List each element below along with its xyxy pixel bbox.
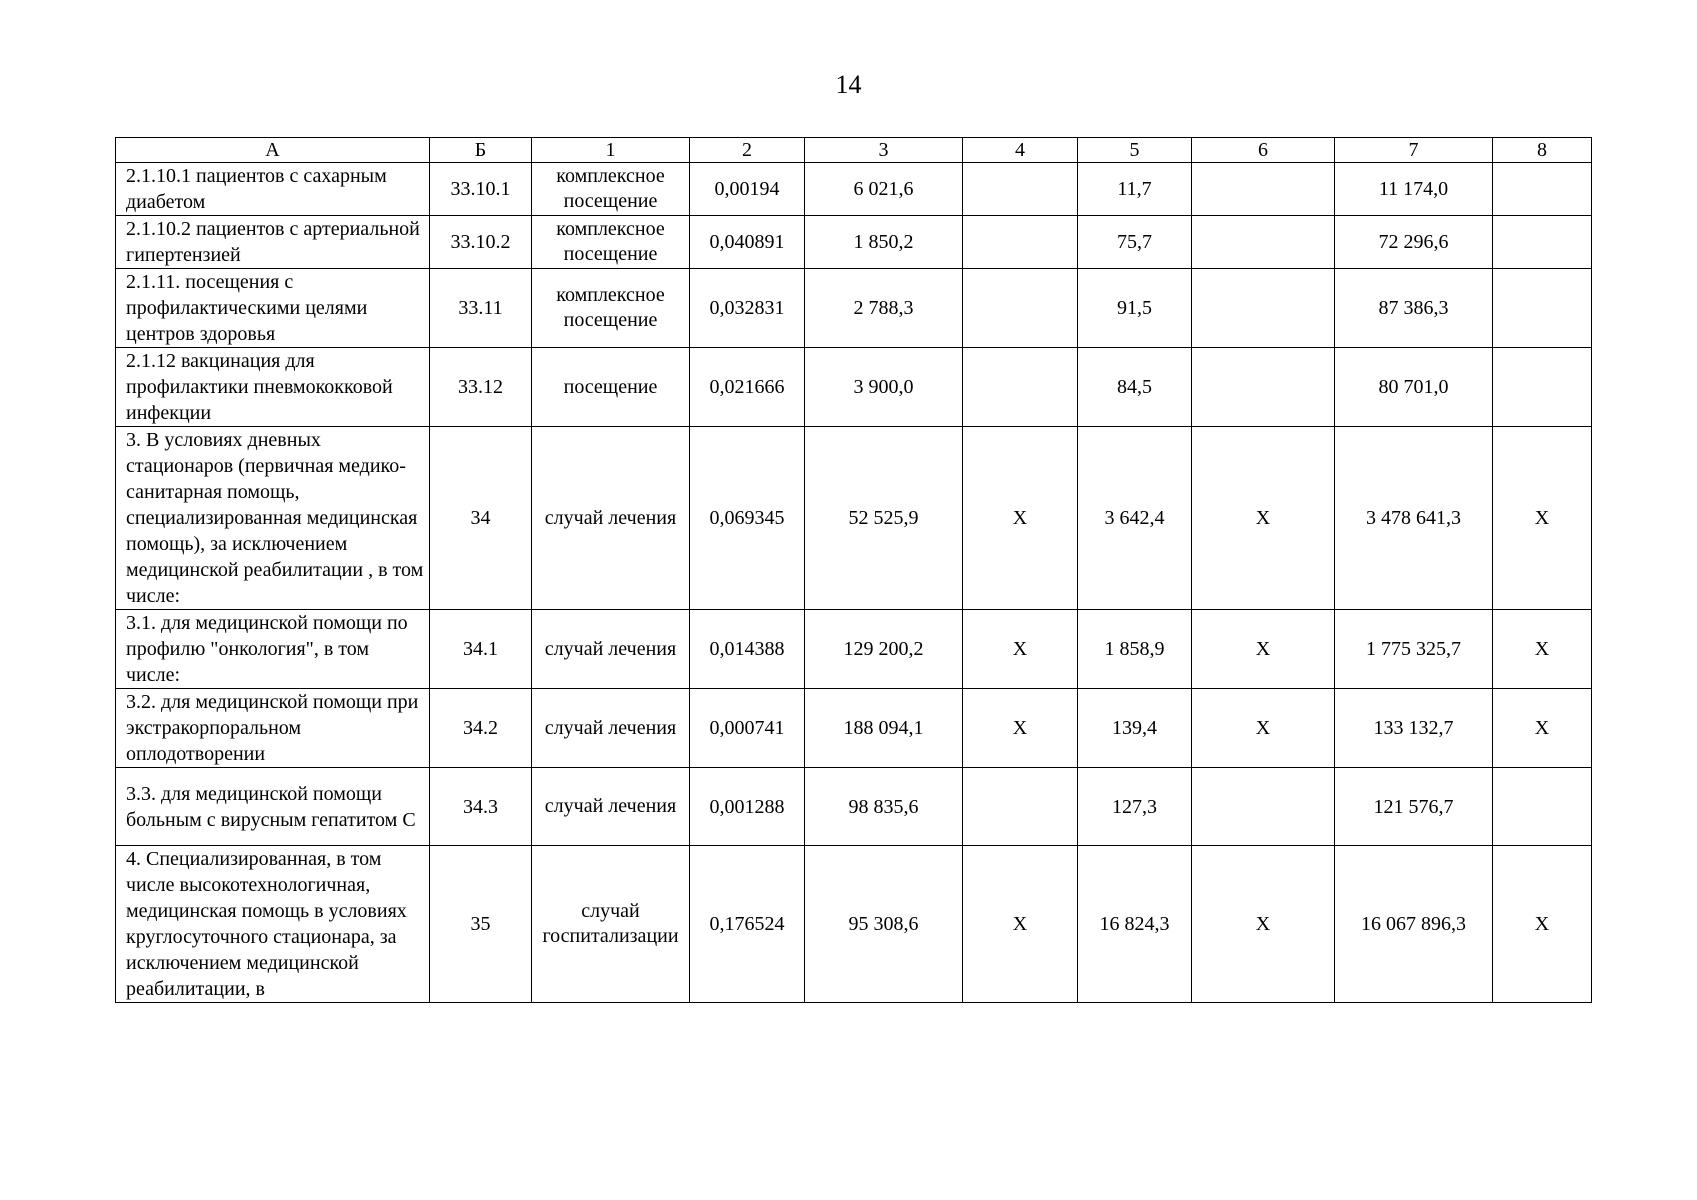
row-col-4: Х [963,610,1078,689]
row-col-2: 0,00194 [690,163,805,216]
row-col-4 [963,269,1078,348]
row-col-7: 80 701,0 [1335,348,1493,427]
row-col-2: 0,032831 [690,269,805,348]
row-col-6: Х [1192,610,1335,689]
row-col-7: 87 386,3 [1335,269,1493,348]
row-col-2: 0,001288 [690,768,805,846]
row-name: 4. Специализированная, в том числе высокотехнологичная, медицинская помощь в условиях круглосуточного стационара, за исключением медицинской реабилитации, в [116,846,430,1003]
row-col-6: Х [1192,689,1335,768]
row-col-4: Х [963,689,1078,768]
row-col-5: 3 642,4 [1078,427,1192,610]
row-col-5: 91,5 [1078,269,1192,348]
row-col-8: Х [1493,610,1592,689]
row-col-7: 3 478 641,3 [1335,427,1493,610]
row-col-4: Х [963,427,1078,610]
row-col-7: 72 296,6 [1335,216,1493,269]
table-row [116,216,1592,269]
header-cell-b: Б [430,138,532,163]
row-col-4 [963,216,1078,269]
row-name: 3.3. для медицинской помощи больным с вирусным гепатитом С [116,768,430,846]
row-col-7: 121 576,7 [1335,768,1493,846]
table-row [116,348,1592,427]
row-col-3: 52 525,9 [805,427,963,610]
row-col-7: 16 067 896,3 [1335,846,1493,1003]
row-col-3: 129 200,2 [805,610,963,689]
row-name: 3.2. для медицинской помощи при экстракорпоральном оплодотворении [116,689,430,768]
row-unit: случай лечения [532,768,690,846]
header-cell-3: 3 [805,138,963,163]
table-row [116,269,1592,348]
row-col-5: 16 824,3 [1078,846,1192,1003]
row-unit: комплексное посещение [532,269,690,348]
row-col-3: 2 788,3 [805,269,963,348]
row-col-8 [1493,768,1592,846]
row-code: 33.10.2 [430,216,532,269]
row-unit: посещение [532,348,690,427]
row-col-6 [1192,269,1335,348]
table-row [116,846,1592,1003]
row-col-8: Х [1493,427,1592,610]
row-col-3: 188 094,1 [805,689,963,768]
row-col-4 [963,163,1078,216]
row-col-8 [1493,348,1592,427]
row-col-7: 11 174,0 [1335,163,1493,216]
row-col-5: 11,7 [1078,163,1192,216]
row-col-4 [963,768,1078,846]
row-code: 34.1 [430,610,532,689]
row-col-2: 0,040891 [690,216,805,269]
row-code: 34.3 [430,768,532,846]
row-col-8 [1493,269,1592,348]
row-col-5: 75,7 [1078,216,1192,269]
row-col-4 [963,348,1078,427]
row-col-2: 0,176524 [690,846,805,1003]
header-cell-a: А [116,138,430,163]
row-col-2: 0,069345 [690,427,805,610]
table-row [116,163,1592,216]
table-row [116,689,1592,768]
row-col-6 [1192,348,1335,427]
data-table [115,137,1592,1003]
row-unit: комплексное посещение [532,216,690,269]
header-cell-4: 4 [963,138,1078,163]
row-name: 3.1. для медицинской помощи по профилю "онкология", в том числе: [116,610,430,689]
header-cell-2: 2 [690,138,805,163]
row-code: 33.11 [430,269,532,348]
row-col-5: 139,4 [1078,689,1192,768]
row-col-2: 0,014388 [690,610,805,689]
header-cell-5: 5 [1078,138,1192,163]
row-col-6: Х [1192,427,1335,610]
row-col-3: 6 021,6 [805,163,963,216]
row-col-5: 1 858,9 [1078,610,1192,689]
row-col-5: 127,3 [1078,768,1192,846]
row-col-8 [1493,163,1592,216]
row-col-7: 1 775 325,7 [1335,610,1493,689]
row-name: 3. В условиях дневных стационаров (первичная медико-санитарная помощь, специализированная медицинская помощь), за исключением медицинской реабилитации , в том числе: [116,427,430,610]
row-col-5: 84,5 [1078,348,1192,427]
table-row [116,768,1592,846]
row-name: 2.1.10.2 пациентов с артериальной гипертензией [116,216,430,269]
row-col-4: Х [963,846,1078,1003]
row-col-3: 3 900,0 [805,348,963,427]
table-row [116,427,1592,610]
row-col-3: 98 835,6 [805,768,963,846]
header-row [116,138,1592,163]
row-code: 35 [430,846,532,1003]
row-col-8: Х [1493,689,1592,768]
row-code: 33.10.1 [430,163,532,216]
row-col-8: Х [1493,846,1592,1003]
row-col-3: 95 308,6 [805,846,963,1003]
row-code: 34 [430,427,532,610]
row-unit: комплексное посещение [532,163,690,216]
row-col-8 [1493,216,1592,269]
row-col-2: 0,021666 [690,348,805,427]
row-code: 33.12 [430,348,532,427]
header-cell-1: 1 [532,138,690,163]
header-cell-8: 8 [1493,138,1592,163]
row-col-6 [1192,768,1335,846]
row-name: 2.1.12 вакцинация для профилактики пневмококковой инфекции [116,348,430,427]
row-code: 34.2 [430,689,532,768]
row-col-7: 133 132,7 [1335,689,1493,768]
row-col-2: 0,000741 [690,689,805,768]
page-number: 14 [835,70,862,99]
row-unit: случай лечения [532,427,690,610]
row-col-6: Х [1192,846,1335,1003]
row-name: 2.1.10.1 пациентов с сахарным диабетом [116,163,430,216]
row-col-6 [1192,216,1335,269]
table-row [116,610,1592,689]
header-cell-7: 7 [1335,138,1493,163]
row-unit: случай лечения [532,610,690,689]
row-col-6 [1192,163,1335,216]
row-unit: случай госпитализации [532,846,690,1003]
row-name: 2.1.11. посещения с профилактическими целями центров здоровья [116,269,430,348]
row-col-3: 1 850,2 [805,216,963,269]
header-cell-6: 6 [1192,138,1335,163]
row-unit: случай лечения [532,689,690,768]
